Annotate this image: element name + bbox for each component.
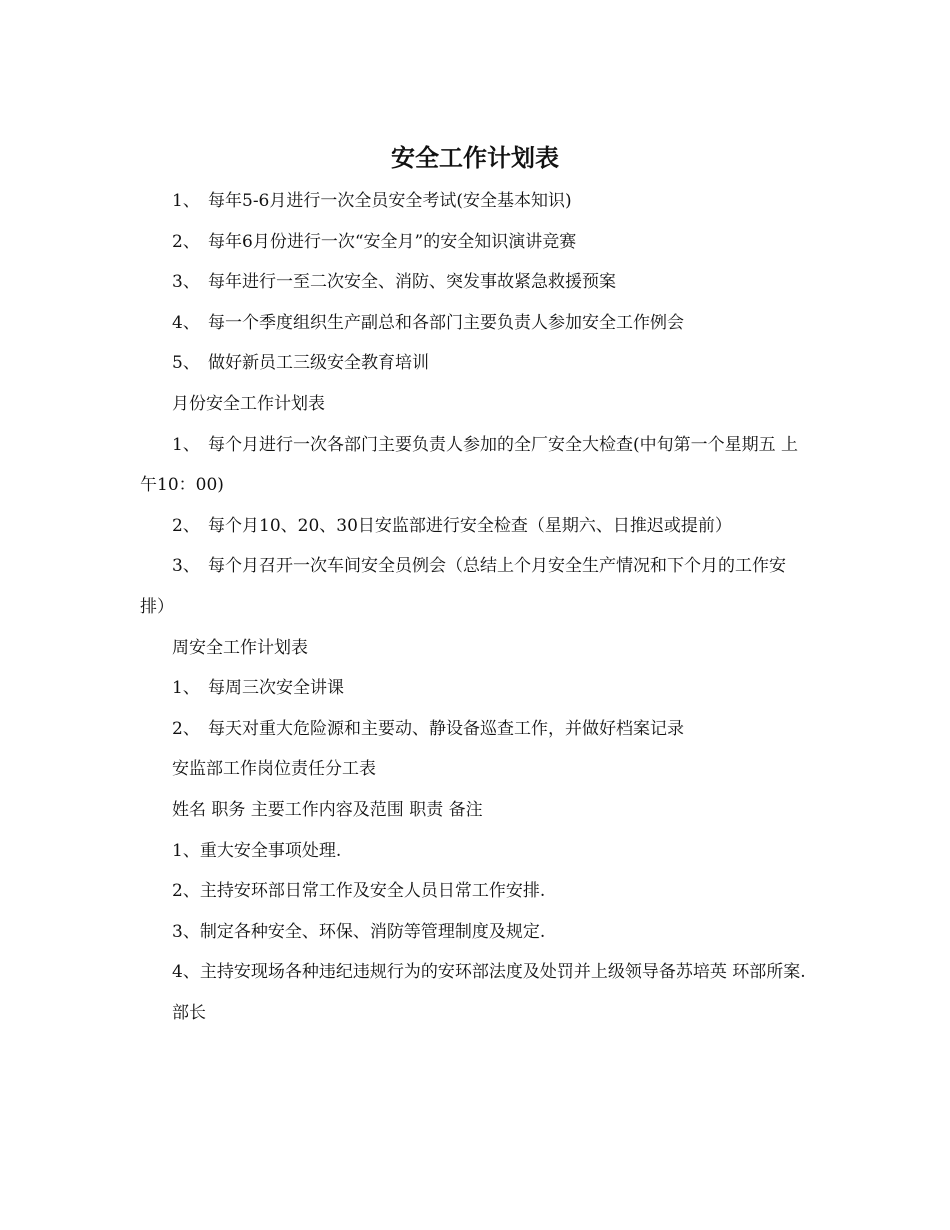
document-body xyxy=(140,181,810,1033)
item-text: 每一个季度组织生产副总和各部门主要负责人参加安全工作例会 xyxy=(208,312,684,333)
item-number: 2、 xyxy=(172,718,200,739)
item-text: 每年5-6月进行一次全员安全考试(安全基本知识) xyxy=(208,191,572,211)
item-text: 每个月10、20、30日安监部进行安全检查（星期六、日推迟或提前） xyxy=(208,515,732,536)
item-text: 每个月召开一次车间安全员例会（总结上个月安全生产情况和下个月的工作安排） xyxy=(140,556,786,617)
monthly-heading: 月份安全工作计划表 xyxy=(172,393,325,414)
weekly-item xyxy=(140,668,810,709)
item-number: 2、 xyxy=(172,231,200,252)
duty-columns: 姓名 职务 主要工作内容及范围 职责 备注 xyxy=(172,799,483,820)
monthly-item xyxy=(140,546,810,627)
document-title: 安全工作计划表 xyxy=(391,144,559,172)
item-number: 3、 xyxy=(172,272,200,293)
annual-item xyxy=(140,222,810,263)
item-number: 1、 xyxy=(172,678,200,699)
duty-item: 1、重大安全事项处理. xyxy=(172,840,342,861)
position-label: 部长 xyxy=(172,1002,206,1023)
annual-item xyxy=(140,181,810,222)
item-text: 每个月进行一次各部门主要负责人参加的全厂安全大检查(中旬第一个星期五 上午10：00) xyxy=(140,434,799,496)
annual-item xyxy=(140,262,810,303)
item-text: 每年进行一至二次安全、消防、突发事故紧急救援预案 xyxy=(208,272,616,293)
item-number: 3、 xyxy=(172,556,200,577)
weekly-item xyxy=(140,709,810,750)
item-text: 做好新员工三级安全教育培训 xyxy=(208,353,429,374)
item-text: 每年6月份进行一次“安全月”的安全知识演讲竞赛 xyxy=(208,231,577,252)
item-number: 1、 xyxy=(172,191,200,211)
item-text: 每天对重大危险源和主要动、静设备巡查工作，并做好档案记录 xyxy=(208,718,684,739)
item-text: 每周三次安全讲课 xyxy=(208,678,344,699)
monthly-item xyxy=(140,425,810,506)
annual-item xyxy=(140,303,810,344)
item-number: 5、 xyxy=(172,353,200,374)
duty-item: 3、制定各种安全、环保、消防等管理制度及规定. xyxy=(172,921,546,942)
annual-item xyxy=(140,343,810,384)
duty-item: 4、主持安现场各种违纪违规行为的安环部法度及处罚并上级领导备苏培英 环部所案. xyxy=(172,962,806,983)
item-number: 2、 xyxy=(172,515,200,536)
duty-item: 2、主持安环部日常工作及安全人员日常工作安排. xyxy=(172,881,546,902)
monthly-item xyxy=(140,506,810,547)
item-number: 4、 xyxy=(172,312,200,333)
duty-heading: 安监部工作岗位责任分工表 xyxy=(172,759,376,780)
weekly-heading: 周安全工作计划表 xyxy=(172,637,308,658)
item-number: 1、 xyxy=(172,434,200,455)
